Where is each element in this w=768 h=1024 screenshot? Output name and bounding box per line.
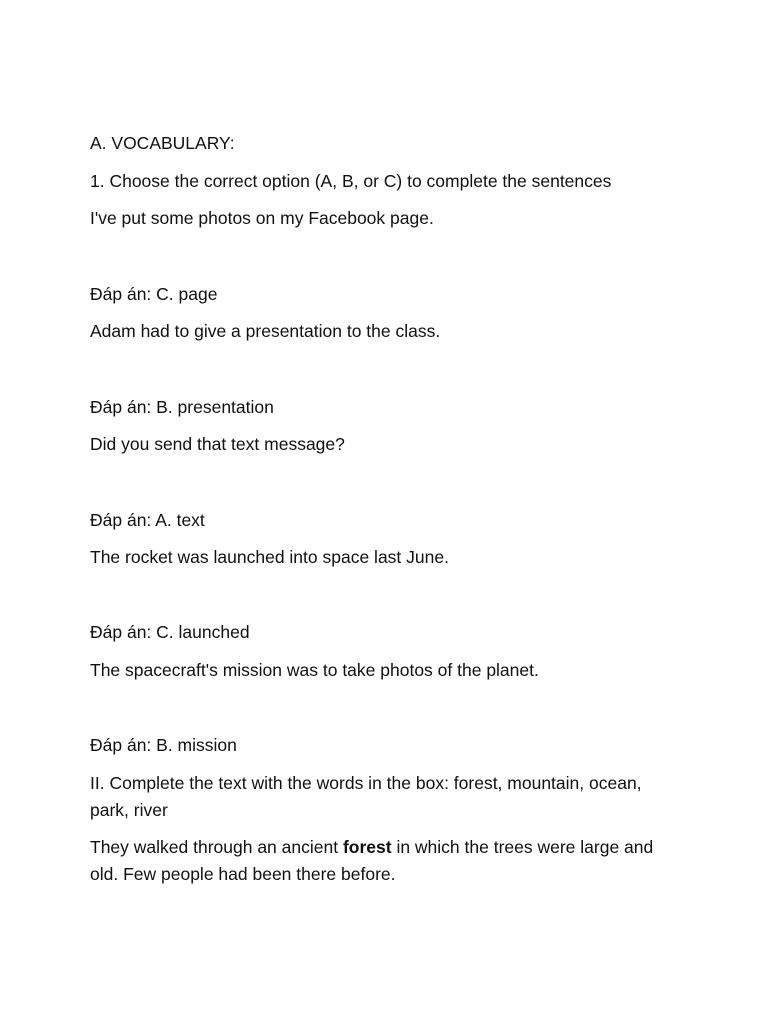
answer-2: Đáp án: B. presentation bbox=[90, 397, 274, 417]
answer-4: Đáp án: C. launched bbox=[90, 622, 250, 642]
answer-5: Đáp án: B. mission bbox=[90, 735, 237, 755]
question-sentence-3: Did you send that text message? bbox=[90, 434, 345, 454]
answer-3: Đáp án: A. text bbox=[90, 510, 205, 530]
question-sentence-1: I've put some photos on my Facebook page. bbox=[90, 208, 434, 228]
exercise-2-title: II. Complete the text with the words in the box: forest, mountain, ocean, park, river bbox=[90, 773, 642, 820]
exercise-2-answer-word: forest bbox=[342, 837, 392, 857]
exercise-2-text bbox=[90, 834, 660, 888]
exercise-2-text-after: in which the trees were large and old. Few people had been there before. bbox=[90, 837, 654, 884]
question-sentence-2: Adam had to give a presentation to the class. bbox=[90, 321, 441, 341]
exercise-2-text-before: They walked through an ancient bbox=[90, 837, 343, 857]
exercise-1-title: 1. Choose the correct option (A, B, or C) to complete the sentences bbox=[90, 171, 612, 191]
question-sentence-4: The rocket was launched into space last June. bbox=[90, 547, 449, 567]
section-heading: A. VOCABULARY: bbox=[90, 133, 235, 153]
answer-1: Đáp án: C. page bbox=[90, 284, 218, 304]
question-sentence-5: The spacecraft's mission was to take photos of the planet. bbox=[90, 660, 539, 680]
